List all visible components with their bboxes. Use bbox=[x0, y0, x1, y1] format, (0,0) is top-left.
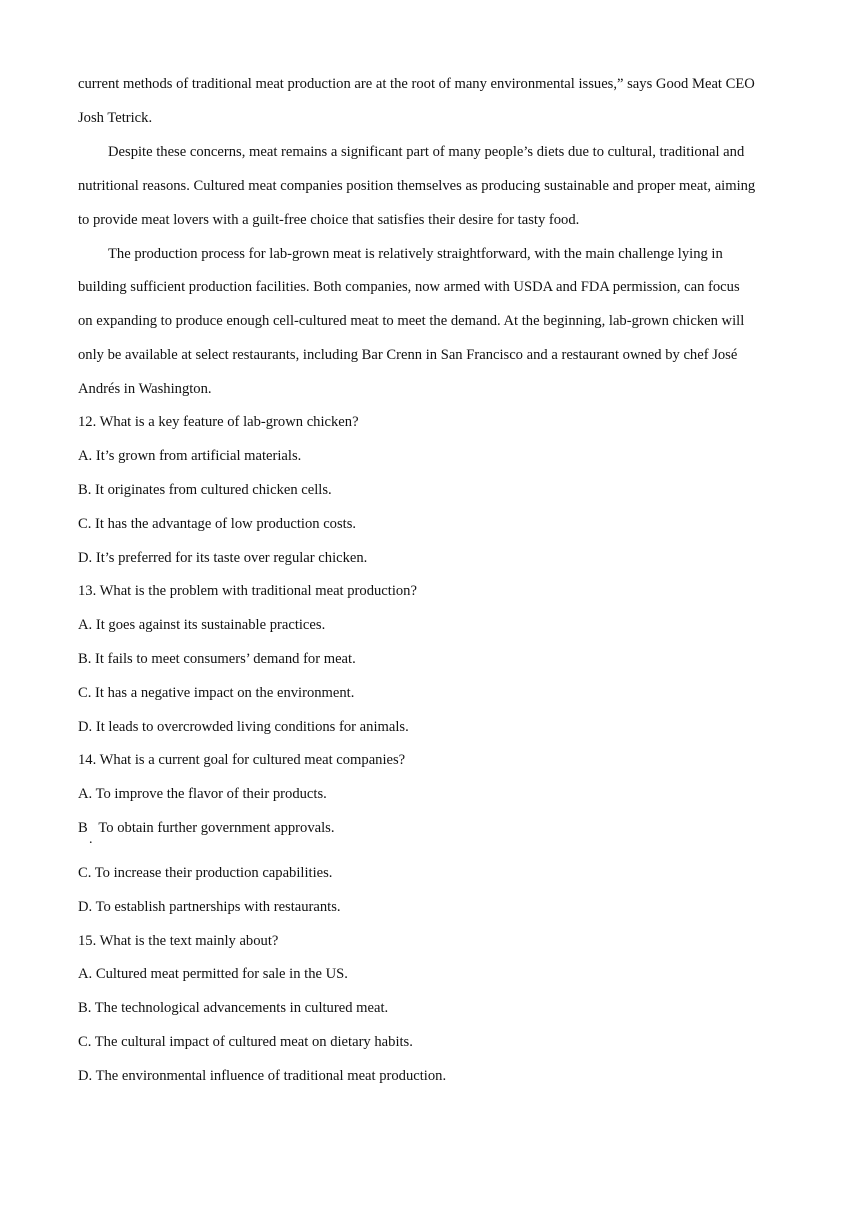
answer-option: C. It has the advantage of low production costs. bbox=[78, 516, 357, 532]
answer-option: B. It fails to meet consumers’ demand for meat. bbox=[78, 651, 356, 667]
answer-option: A. It’s grown from artificial materials. bbox=[78, 448, 302, 464]
answer-option: D. It leads to overcrowded living conditions for animals. bbox=[78, 719, 409, 735]
passage-line: on expanding to produce enough cell-cultured meat to meet the demand. At the beginning, lab-grown chicken will bbox=[78, 313, 745, 329]
answer-option: B To obtain further government approvals. bbox=[78, 820, 335, 836]
answer-option: B. The technological advancements in cultured meat. bbox=[78, 1000, 389, 1016]
passage-line: Josh Tetrick. bbox=[78, 110, 153, 126]
answer-option: A. Cultured meat permitted for sale in the US. bbox=[78, 966, 348, 982]
passage-line: Despite these concerns, meat remains a significant part of many people’s diets due to cultural, traditional and bbox=[108, 144, 745, 160]
answer-option: D. To establish partnerships with restaurants. bbox=[78, 899, 341, 915]
passage-line: to provide meat lovers with a guilt-free choice that satisfies their desire for tasty food. bbox=[78, 212, 580, 228]
question-stem: 13. What is the problem with traditional meat production? bbox=[78, 583, 417, 599]
answer-option: D. The environmental influence of traditional meat production. bbox=[78, 1068, 447, 1084]
question-stem: 12. What is a key feature of lab-grown chicken? bbox=[78, 414, 359, 430]
answer-option: C. To increase their production capabilities. bbox=[78, 865, 333, 881]
passage-line: Andrés in Washington. bbox=[78, 381, 212, 397]
passage-line: only be available at select restaurants, including Bar Crenn in San Francisco and a restaurant owned by chef José bbox=[78, 347, 738, 363]
answer-option: A. It goes against its sustainable practices. bbox=[78, 617, 326, 633]
passage-line: current methods of traditional meat production are at the root of many environmental issues,” says Good Meat CEO bbox=[78, 76, 755, 92]
passage-line: building sufficient production facilities. Both companies, now armed with USDA and FDA permission, can focus bbox=[78, 279, 740, 295]
question-stem: 15. What is the text mainly about? bbox=[78, 933, 279, 949]
answer-option: D. It’s preferred for its taste over regular chicken. bbox=[78, 550, 368, 566]
passage-line: nutritional reasons. Cultured meat companies position themselves as producing sustainable and proper meat, aiming bbox=[78, 178, 756, 194]
stray-dot-mark: . bbox=[89, 832, 93, 847]
question-stem: 14. What is a current goal for cultured meat companies? bbox=[78, 752, 406, 768]
answer-option: C. It has a negative impact on the environment. bbox=[78, 685, 355, 701]
answer-option: B. It originates from cultured chicken cells. bbox=[78, 482, 332, 498]
passage-line: The production process for lab-grown meat is relatively straightforward, with the main challenge lying in bbox=[108, 246, 723, 262]
answer-option: C. The cultural impact of cultured meat on dietary habits. bbox=[78, 1034, 413, 1050]
answer-option: A. To improve the flavor of their products. bbox=[78, 786, 327, 802]
